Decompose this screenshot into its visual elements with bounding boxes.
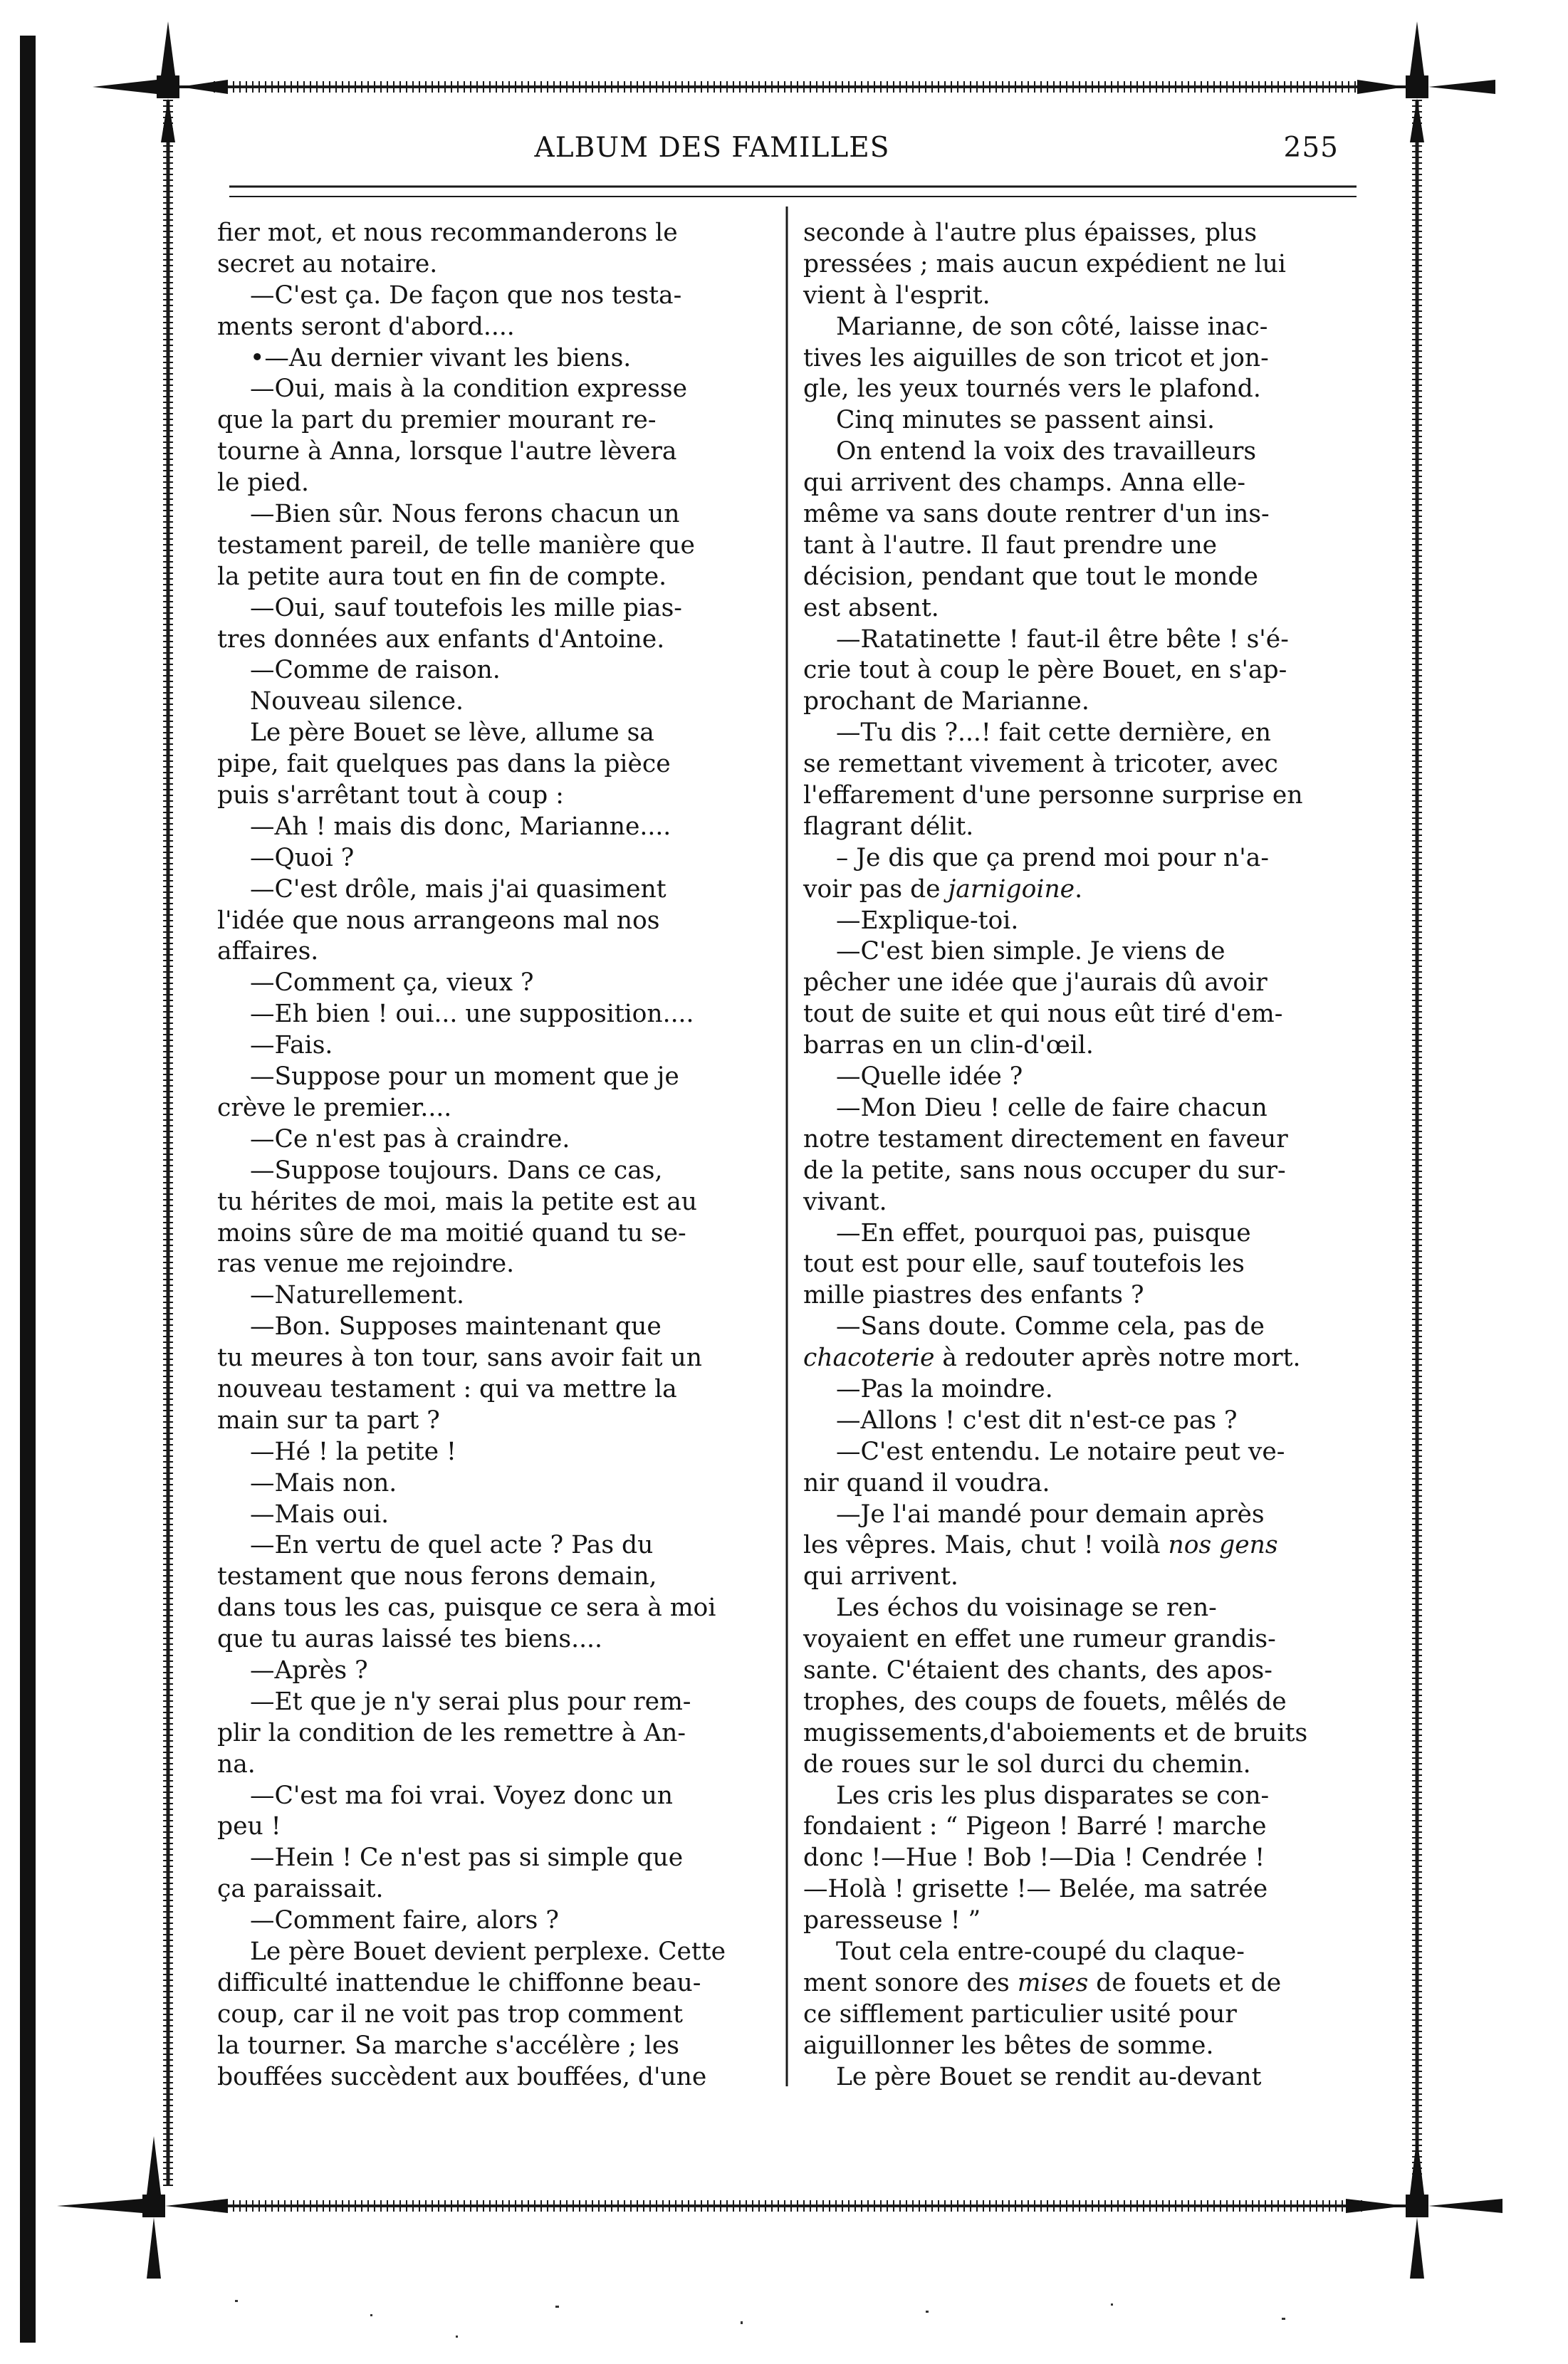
text-line: prochant de Marianne. [803, 687, 1089, 716]
text-line: —En effet, pourquoi pas, puisque [836, 1218, 1251, 1248]
text-line: trophes, des coups de fouets, mêlés de [803, 1687, 1287, 1716]
text-line: qui arrivent des champs. Anna elle- [803, 469, 1246, 498]
text-line: —Eh bien ! oui... une supposition.... [250, 1000, 694, 1029]
text-line: de la petite, sans nous occuper du sur- [803, 1156, 1286, 1185]
text-line: pêcher une idée que j'aurais dû avoir [803, 968, 1268, 998]
text-line: tu meures à ton tour, sans avoir fait un [217, 1344, 702, 1373]
text-column-left [217, 218, 773, 2093]
text-line: —Naturellement. [250, 1281, 464, 1310]
text-line: —Comment faire, alors ? [250, 1906, 559, 1935]
text-line: se remettant vivement à tricoter, avec [803, 750, 1278, 779]
text-line: —Comment ça, vieux ? [250, 968, 534, 998]
text-line: que tu auras laissé tes biens.... [217, 1625, 602, 1654]
text-line: —Holà ! grisette !— Belée, ma satrée [803, 1875, 1268, 1904]
text-line: —C'est ça. De façon que nos testa- [250, 281, 682, 310]
text-line: tout de suite et qui nous eût tiré d'em- [803, 1000, 1283, 1029]
text-line: —Ratatinette ! faut-il être bête ! s'é- [836, 624, 1289, 654]
text-line: Marianne, de son côté, laisse inac- [836, 312, 1268, 341]
text-line: —Ce n'est pas à craindre. [250, 1124, 570, 1154]
running-head-title: ALBUM DES FAMILLES [534, 132, 890, 164]
text-line: fondaient : “ Pigeon ! Barré ! marche [803, 1812, 1267, 1841]
text-line: la petite aura tout en fin de compte. [217, 562, 667, 591]
text-line: voyaient en effet une rumeur grandis- [803, 1625, 1276, 1654]
text-line: moins sûre de ma moitié quand tu se- [217, 1218, 686, 1248]
text-line: Tout cela entre-coupé du claque- [836, 1937, 1245, 1966]
text-line: tres données aux enfants d'Antoine. [217, 624, 665, 654]
text-line: Les échos du voisinage se ren- [836, 1594, 1217, 1623]
text-line: crie tout à coup le père Bouet, en s'ap- [803, 656, 1287, 685]
text-line: l'effarement d'une personne surprise en [803, 781, 1303, 810]
text-line: secret au notaire. [217, 249, 438, 278]
text-line: •—Au dernier vivant les biens. [250, 343, 632, 372]
text-line: —Quelle idée ? [836, 1062, 1023, 1092]
text-line: flagrant délit. [803, 812, 974, 841]
text-line: de roues sur le sol durci du chemin. [803, 1750, 1251, 1779]
text-line: vivant. [803, 1187, 887, 1216]
text-line: Cinq minutes se passent ainsi. [836, 406, 1215, 435]
text-line: —Explique-toi. [836, 906, 1019, 935]
text-line: les vêpres. Mais, chut ! voilà nos gens [803, 1531, 1278, 1560]
text-line: —Sans doute. Comme cela, pas de [836, 1312, 1265, 1341]
text-line: —Hein ! Ce n'est pas si simple que [250, 1843, 684, 1873]
text-line: —Pas la moindre. [836, 1374, 1053, 1403]
text-line: est absent. [803, 593, 939, 622]
text-line: —Quoi ? [250, 843, 355, 872]
text-column-right [803, 218, 1362, 2093]
text-line: Le père Bouet se lève, allume sa [250, 718, 654, 748]
text-line: —C'est ma foi vrai. Voyez donc un [250, 1781, 674, 1810]
text-line: —Tu dis ?...! fait cette dernière, en [836, 718, 1271, 748]
text-line: —Bien sûr. Nous ferons chacun un [250, 500, 680, 529]
text-line: dans tous les cas, puisque ce sera à moi [217, 1594, 716, 1623]
text-line: —Suppose pour un moment que je [250, 1062, 679, 1092]
text-line: seconde à l'autre plus épaisses, plus [803, 219, 1258, 247]
text-line: —Et que je n'y serai plus pour rem- [250, 1687, 691, 1716]
text-line: main sur ta part ? [217, 1406, 440, 1435]
text-line: que la part du premier mourant re- [217, 406, 657, 435]
text-line: pipe, fait quelques pas dans la pièce [217, 750, 671, 779]
text-line: On entend la voix des travailleurs [836, 437, 1257, 466]
text-line: la tourner. Sa marche s'accélère ; les [217, 2031, 679, 2060]
text-line: tu hérites de moi, mais la petite est au [217, 1187, 698, 1216]
text-line: chacoterie à redouter après notre mort. [803, 1344, 1301, 1373]
page-number: 255 [1283, 132, 1339, 164]
text-line: difficulté inattendue le chiffonne beau- [217, 1968, 701, 1997]
text-line: coup, car il ne voit pas trop comment [217, 1999, 683, 2029]
text-line: —Mon Dieu ! celle de faire chacun [836, 1093, 1268, 1122]
text-line: peu ! [217, 1812, 281, 1841]
text-line: tives les aiguilles de son tricot et jon- [803, 343, 1269, 372]
text-line: —C'est drôle, mais j'ai quasiment [250, 874, 667, 904]
text-line: gle, les yeux tournés vers le plafond. [803, 375, 1261, 404]
text-line: le pied. [217, 469, 310, 498]
text-line: pressées ; mais aucun expédient ne lui [803, 249, 1286, 278]
text-line: mugissements,d'aboiements et de bruits [803, 1718, 1308, 1747]
text-line: —Oui, sauf toutefois les mille pias- [250, 593, 682, 622]
text-line: Nouveau silence. [250, 687, 464, 716]
text-line: —Suppose toujours. Dans ce cas, [250, 1156, 663, 1185]
text-line: —Comme de raison. [250, 656, 501, 685]
text-line: tourne à Anna, lorsque l'autre lèvera [217, 437, 677, 466]
text-line: – Je dis que ça prend moi pour n'a- [836, 843, 1269, 872]
text-line: —Allons ! c'est dit n'est-ce pas ? [836, 1406, 1238, 1435]
text-line: tant à l'autre. Il faut prendre une [803, 530, 1218, 560]
text-line: voir pas de jarnigoine. [803, 874, 1083, 904]
text-line: ments seront d'abord.... [217, 312, 515, 341]
text-line: —Mais oui. [250, 1500, 390, 1529]
text-line: notre testament directement en faveur [803, 1124, 1288, 1154]
text-line: même va sans doute rentrer d'un ins- [803, 500, 1270, 529]
text-line: fier mot, et nous recommanderons le [217, 219, 678, 247]
text-line: paresseuse ! ” [803, 1906, 981, 1935]
text-line: barras en un clin-d'œil. [803, 1031, 1094, 1060]
text-line: Les cris les plus disparates se con- [836, 1781, 1270, 1810]
text-line: tout est pour elle, sauf toutefois les [803, 1250, 1245, 1279]
text-line: ça paraissait. [217, 1875, 384, 1904]
text-line: —Bon. Supposes maintenant que [250, 1312, 662, 1341]
text-line: décision, pendant que tout le monde [803, 562, 1258, 591]
text-line: mille piastres des enfants ? [803, 1281, 1144, 1310]
text-line: —Mais non. [250, 1468, 397, 1497]
text-line: vient à l'esprit. [803, 281, 991, 310]
text-line: ce sifflement particulier usité pour [803, 1999, 1237, 2029]
text-line: sante. C'étaient des chants, des apos- [803, 1656, 1272, 1685]
text-line: ras venue me rejoindre. [217, 1250, 515, 1279]
text-line: —C'est entendu. Le notaire peut ve- [836, 1437, 1285, 1466]
text-line: —En vertu de quel acte ? Pas du [250, 1531, 654, 1560]
text-line: nir quand il voudra. [803, 1468, 1050, 1497]
text-line: —Oui, mais à la condition expresse [250, 375, 688, 404]
text-line: qui arrivent. [803, 1562, 958, 1591]
text-line: —C'est bien simple. Je viens de [836, 937, 1225, 966]
text-line: crève le premier.... [217, 1093, 452, 1122]
text-line: Le père Bouet se rendit au-devant [836, 2062, 1262, 2091]
text-line: testament que nous ferons demain, [217, 1562, 657, 1591]
text-line: testament pareil, de telle manière que [217, 530, 695, 560]
text-line: —Fais. [250, 1031, 333, 1060]
text-line: —Après ? [250, 1656, 368, 1685]
text-line: l'idée que nous arrangeons mal nos [217, 906, 660, 935]
text-line: donc !—Hue ! Bob !—Dia ! Cendrée ! [803, 1843, 1265, 1873]
text-line: na. [217, 1750, 256, 1779]
text-line: —Je l'ai mandé pour demain après [836, 1500, 1265, 1529]
text-line: bouffées succèdent aux bouffées, d'une [217, 2062, 707, 2091]
text-line: affaires. [217, 937, 319, 966]
text-line: plir la condition de les remettre à An- [217, 1718, 686, 1747]
text-line: puis s'arrêtant tout à coup : [217, 781, 564, 810]
text-line: —Ah ! mais dis donc, Marianne.... [250, 812, 671, 841]
text-line: nouveau testament : qui va mettre la [217, 1374, 677, 1403]
text-line: —Hé ! la petite ! [250, 1437, 456, 1466]
text-line: ment sonore des mises de fouets et de [803, 1968, 1282, 1997]
text-line: Le père Bouet devient perplexe. Cette [250, 1937, 726, 1966]
text-line: aiguillonner les bêtes de somme. [803, 2031, 1214, 2060]
